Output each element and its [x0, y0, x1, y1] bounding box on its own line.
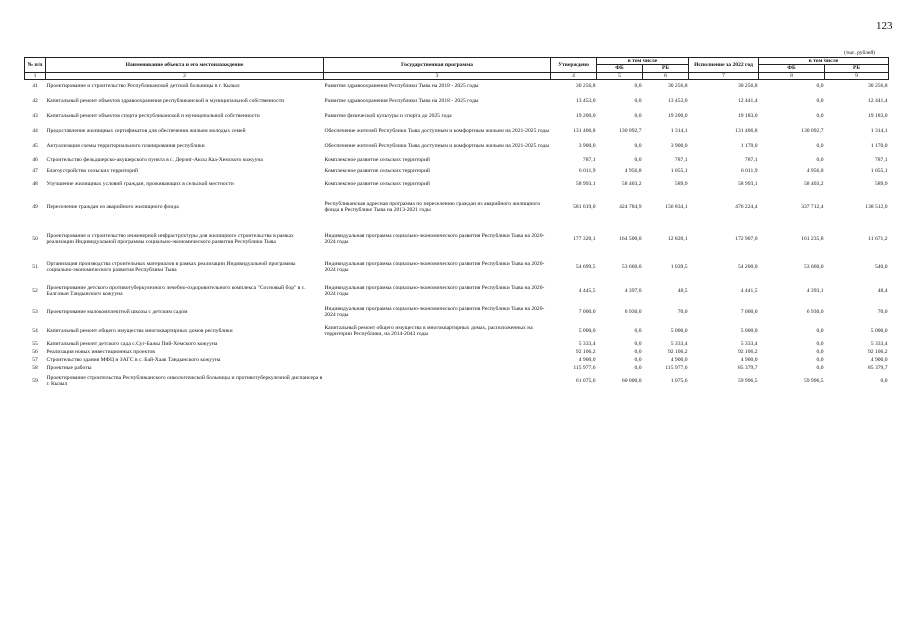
object-name: Строительство здания МФЦ и ЗАГС в с. Бай-Хаак Тандынского кожууна — [46, 357, 221, 364]
execution-rb: 5 000,0 — [870, 327, 888, 334]
approved-amount: 7 000,0 — [578, 308, 596, 315]
header-num: № п/п — [25, 58, 46, 73]
approved-amount: 5 000,0 — [578, 327, 596, 334]
approved-fb: 0,0 — [634, 112, 642, 119]
page-number: 123 — [876, 20, 893, 32]
execution-rb: 1 314,1 — [870, 127, 888, 134]
execution-amount: 131 406,8 — [735, 127, 758, 134]
row-number: 57 — [32, 357, 38, 364]
execution-amount: 58 993,1 — [737, 181, 758, 188]
column-number: 2 — [46, 72, 324, 79]
execution-amount: 54 200,0 — [737, 264, 758, 271]
execution-rb: 19 183,0 — [867, 112, 888, 119]
approved-rb: 1 075,6 — [670, 377, 688, 384]
program-name: Комплексное развитие сельских территорий — [324, 168, 430, 175]
approved-rb: 5 333,4 — [670, 341, 688, 348]
program-name: Обеспечение жителей Республики Тыва доступным и комфортным жильем на 2021-2025 годы — [324, 142, 550, 149]
approved-rb: 30 256,8 — [667, 83, 688, 90]
execution-rb: 5 333,4 — [870, 341, 888, 348]
approved-fb: 53 660,0 — [621, 264, 642, 271]
execution-rb: 12 441,4 — [867, 97, 888, 104]
execution-fb: 4 956,8 — [806, 168, 824, 175]
column-number: 4 — [551, 72, 597, 79]
program-name: Развитие физической культуры и спорта до 2025 года — [324, 112, 452, 119]
approved-rb: 1 314,1 — [670, 127, 688, 134]
column-number-row — [25, 72, 889, 79]
header-approved: Утверждено — [551, 58, 597, 73]
table-header — [25, 58, 889, 73]
program-name: Индивидуальная программа социально-экономического развития Республики Тыва на 2020-2024 годы — [324, 284, 545, 297]
execution-amount: 5 000,0 — [740, 327, 758, 334]
object-name: Переселение граждан из аварийного жилищного фонда — [46, 204, 179, 211]
table-row — [25, 79, 889, 93]
object-name: Реализация новых инвестиционных проектов — [46, 349, 155, 356]
approved-fb: 60 000,0 — [621, 377, 642, 384]
execution-fb: 4 393,1 — [806, 287, 824, 294]
approved-amount: 3 900,0 — [578, 142, 596, 149]
approved-fb: 0,0 — [634, 97, 642, 104]
approved-rb: 3 900,0 — [670, 142, 688, 149]
object-name: Предоставление жилищных сертификатов для обеспечения жильем молодых семей — [46, 127, 246, 134]
row-number: 59 — [32, 377, 38, 384]
approved-amount: 131 406,8 — [573, 127, 596, 134]
approved-amount: 5 333,4 — [578, 341, 596, 348]
approved-amount: 177 320,1 — [573, 235, 596, 242]
approved-rb: 13 453,0 — [667, 97, 688, 104]
execution-rb: 70,0 — [877, 308, 888, 315]
table-row — [25, 176, 889, 192]
approved-fb: 6 930,0 — [624, 308, 642, 315]
approved-fb: 4 397,0 — [624, 287, 642, 294]
approved-fb: 0,0 — [634, 357, 642, 364]
program-name — [324, 348, 551, 356]
execution-fb: 0,0 — [816, 365, 824, 372]
row-number: 50 — [32, 235, 38, 242]
row-number: 45 — [32, 142, 38, 149]
object-name: Организация производства строительных материалов в рамках реализации Индивидуальной программы социально-экономического развития Республики Тыва — [46, 261, 296, 274]
execution-amount: 1 170,0 — [740, 142, 758, 149]
program-name: Комплексное развитие сельских территорий — [324, 181, 430, 188]
approved-rb: 156 834,1 — [665, 204, 688, 211]
table-row — [25, 348, 889, 356]
execution-rb: 787,1 — [874, 156, 888, 163]
program-name — [324, 364, 551, 372]
approved-rb: 12 820,1 — [667, 235, 688, 242]
execution-amount: 4 900,0 — [740, 357, 758, 364]
column-number: 1 — [25, 72, 46, 79]
table-row — [25, 222, 889, 255]
program-name: Капитальный ремонт общего имущества в многоквартирных домах, расположенных на территории Республики, на 2014-2043 годы — [324, 324, 533, 337]
execution-rb: 11 671,2 — [868, 235, 888, 242]
table-row — [25, 138, 889, 153]
execution-rb: 48,4 — [877, 287, 888, 294]
table-row — [25, 364, 889, 372]
table-row — [25, 340, 889, 348]
approved-amount: 581 619,0 — [573, 204, 596, 211]
object-name: Проектирование и строительство инженерной инфраструктуры для жилищного строительства в рамках реализации Индивидуальной программы социально-экономического развития Республики Тыва — [46, 232, 294, 245]
row-number: 47 — [32, 168, 38, 175]
approved-rb: 92 106,2 — [667, 349, 688, 356]
execution-rb: 85 379,7 — [867, 365, 888, 372]
execution-amount: 6 011,9 — [740, 168, 758, 175]
execution-amount: 12 441,4 — [737, 97, 758, 104]
object-name: Проектирование малокомплектной школы с детским садом — [46, 308, 188, 315]
approved-rb: 5 000,0 — [670, 327, 688, 334]
table-row — [25, 372, 889, 389]
row-number: 43 — [32, 112, 38, 119]
approved-amount: 19 200,0 — [575, 112, 596, 119]
table-row — [25, 93, 889, 108]
execution-fb: 53 660,0 — [803, 264, 824, 271]
program-name: Индивидуальная программа социально-экономического развития Республики Тыва на 2020-2024 годы — [324, 305, 545, 318]
execution-fb: 6 930,0 — [806, 308, 824, 315]
execution-fb: 0,0 — [816, 142, 824, 149]
program-name — [324, 372, 551, 389]
approved-fb: 424 784,9 — [619, 204, 642, 211]
approved-rb: 1 039,5 — [670, 264, 688, 271]
approved-fb: 0,0 — [634, 327, 642, 334]
execution-rb: 4 900,0 — [870, 357, 888, 364]
execution-amount: 5 333,4 — [740, 341, 758, 348]
execution-fb: 0,0 — [816, 341, 824, 348]
object-name: Проектирование и строительство Республиканской детской больницы в г. Кызыл — [46, 83, 240, 90]
execution-fb: 130 092,7 — [801, 127, 824, 134]
object-name: Капитальный ремонт объектов здравоохранения республиканской и муниципальной собственности — [46, 97, 285, 104]
row-number: 53 — [32, 308, 38, 315]
object-name: Капитальный ремонт общего имущества многоквартирных домов республики — [46, 327, 233, 334]
header-fb-execution: ФБ — [759, 65, 825, 72]
header-name: Наименование объекта и его местонахождение — [46, 58, 324, 73]
program-name: Комплексное развитие сельских территорий — [324, 156, 430, 163]
execution-fb: 0,0 — [816, 97, 824, 104]
execution-rb: 540,0 — [874, 264, 888, 271]
execution-rb: 589,9 — [874, 181, 888, 188]
table-row — [25, 356, 889, 364]
execution-fb: 337 712,4 — [801, 204, 824, 211]
table-body — [25, 72, 889, 389]
approved-rb: 787,1 — [674, 156, 688, 163]
execution-amount: 787,1 — [744, 156, 758, 163]
table-row — [25, 166, 889, 176]
execution-amount: 30 256,8 — [737, 83, 758, 90]
units-label: (тыс. рублей) — [844, 50, 876, 56]
approved-fb: 0,0 — [634, 365, 642, 372]
table-row — [25, 279, 889, 302]
approved-rb: 70,0 — [677, 308, 688, 315]
column-number: 7 — [689, 72, 759, 79]
object-name: Капитальный ремонт объектов спорта республиканской и муниципальной собственности — [46, 112, 260, 119]
execution-fb: 0,0 — [816, 349, 824, 356]
execution-amount: 85 379,7 — [737, 365, 758, 372]
row-number: 55 — [32, 341, 38, 348]
row-number: 52 — [32, 287, 38, 294]
execution-fb: 58 403,2 — [803, 181, 824, 188]
approved-amount: 787,1 — [582, 156, 596, 163]
table-row — [25, 123, 889, 138]
approved-amount: 61 075,6 — [575, 377, 596, 384]
row-number: 58 — [32, 365, 38, 372]
execution-rb: 138 512,0 — [865, 204, 888, 211]
approved-amount: 13 453,0 — [575, 97, 596, 104]
header-program: Государственная программа — [324, 58, 551, 73]
table-row — [25, 108, 889, 123]
object-name: Благоустройство сельских территорий — [46, 168, 138, 175]
column-number: 9 — [825, 72, 889, 79]
execution-rb: 1 055,1 — [870, 168, 888, 175]
execution-fb: 0,0 — [816, 112, 824, 119]
budget-table — [24, 57, 889, 389]
column-number: 3 — [324, 72, 551, 79]
execution-amount: 172 907,0 — [735, 235, 758, 242]
execution-fb: 0,0 — [816, 83, 824, 90]
header-incl-execution: в том числе — [759, 58, 889, 65]
program-name: Развитие здравоохранения Республики Тыва на 2018 - 2025 годы — [324, 83, 479, 90]
table-row — [25, 302, 889, 321]
approved-rb: 4 900,0 — [670, 357, 688, 364]
approved-rb: 115 977,6 — [665, 365, 688, 372]
approved-rb: 589,9 — [674, 181, 688, 188]
execution-fb: 161 235,8 — [801, 235, 824, 242]
execution-fb: 0,0 — [816, 357, 824, 364]
approved-rb: 19 200,0 — [667, 112, 688, 119]
approved-amount: 54 699,5 — [575, 264, 596, 271]
approved-fb: 0,0 — [634, 341, 642, 348]
object-name: Улучшение жилищных условий граждан, проживающих в сельской местности — [46, 181, 234, 188]
approved-amount: 92 106,2 — [575, 349, 596, 356]
approved-fb: 0,0 — [634, 349, 642, 356]
program-name: Республиканская адресная программа по переселению граждан из аварийного жилищного фонда в Республике Тыва на 2013-2021 годы — [324, 201, 541, 214]
row-number: 49 — [32, 204, 38, 211]
execution-amount: 92 106,2 — [737, 349, 758, 356]
execution-rb: 30 256,8 — [867, 83, 888, 90]
table-row — [25, 255, 889, 279]
approved-fb: 164 500,0 — [619, 235, 642, 242]
approved-fb: 58 403,2 — [621, 181, 642, 188]
header-incl-approved: в том числе — [597, 58, 689, 65]
program-name: Развитие здравоохранения Республики Тыва на 2018 - 2025 годы — [324, 97, 479, 104]
row-number: 42 — [32, 97, 38, 104]
header-rb-execution: РБ — [825, 65, 889, 72]
approved-fb: 0,0 — [634, 142, 642, 149]
table-row — [25, 321, 889, 340]
execution-fb: 0,0 — [816, 156, 824, 163]
approved-amount: 6 011,9 — [578, 168, 596, 175]
execution-amount: 476 224,4 — [735, 204, 758, 211]
execution-fb: 59 996,5 — [803, 377, 824, 384]
header-rb-approved: РБ — [643, 65, 689, 72]
object-name: Капитальный ремонт детского сада с.Суг-Бажы Пий-Хемского кожууна — [46, 341, 218, 348]
approved-fb: 4 956,8 — [624, 168, 642, 175]
object-name: Строительство фельдшерско-акушерского пункта в с. Дерзиг-Аксы Каа-Хемского кожууна — [46, 156, 263, 163]
header-execution: Исполнение за 2022 год — [689, 58, 759, 73]
approved-amount: 58 993,1 — [575, 181, 596, 188]
object-name: Проектирование строительства Республиканского онкологической больницы и противотуберкулезной диспансера в г. Кызыл — [46, 374, 323, 387]
program-name: Обеспечение жителей Республики Тыва доступным и комфортным жильем на 2021-2025 годы — [324, 127, 550, 134]
approved-amount: 4 445,5 — [578, 287, 596, 294]
table-row — [25, 153, 889, 166]
execution-amount: 4 441,5 — [740, 287, 758, 294]
approved-rb: 48,5 — [677, 287, 688, 294]
execution-amount: 59 996,5 — [737, 377, 758, 384]
approved-fb: 130 092,7 — [619, 127, 642, 134]
execution-rb: 92 106,2 — [867, 349, 888, 356]
object-name: Актуализация схемы территориального планирования республики — [46, 142, 205, 149]
program-name — [324, 356, 551, 364]
column-number: 8 — [759, 72, 825, 79]
approved-fb: 0,0 — [634, 83, 642, 90]
object-name: Проектирование детского противотуберкулезного лечебно-оздоровительного комплекса "Сосновый бор" в с. Балгазын Тандынского кожууна — [46, 284, 306, 297]
execution-fb: 0,0 — [816, 327, 824, 334]
approved-rb: 1 055,1 — [670, 168, 688, 175]
row-number: 54 — [32, 327, 38, 334]
program-name — [324, 340, 551, 348]
execution-amount: 19 183,0 — [737, 112, 758, 119]
program-name: Индивидуальная программа социально-экономического развития Республики Тыва на 2020-2024 годы — [324, 232, 545, 245]
execution-amount: 7 000,0 — [740, 308, 758, 315]
row-number: 46 — [32, 156, 38, 163]
row-number: 41 — [32, 83, 38, 90]
table-row — [25, 192, 889, 222]
approved-fb: 0,0 — [634, 156, 642, 163]
column-number: 6 — [643, 72, 689, 79]
header-fb-approved: ФБ — [597, 65, 643, 72]
row-number: 48 — [32, 181, 38, 188]
execution-rb: 0,0 — [880, 377, 888, 384]
approved-amount: 30 256,8 — [575, 83, 596, 90]
program-name: Индивидуальная программа социально-экономического развития Республики Тыва на 2020-2024 годы — [324, 261, 545, 274]
row-number: 51 — [32, 264, 38, 271]
approved-amount: 115 977,6 — [573, 365, 596, 372]
execution-rb: 1 170,0 — [870, 142, 888, 149]
object-name: Проектные работы — [46, 365, 92, 372]
row-number: 56 — [32, 349, 38, 356]
column-number: 5 — [597, 72, 643, 79]
approved-amount: 4 900,0 — [578, 357, 596, 364]
row-number: 44 — [32, 127, 38, 134]
